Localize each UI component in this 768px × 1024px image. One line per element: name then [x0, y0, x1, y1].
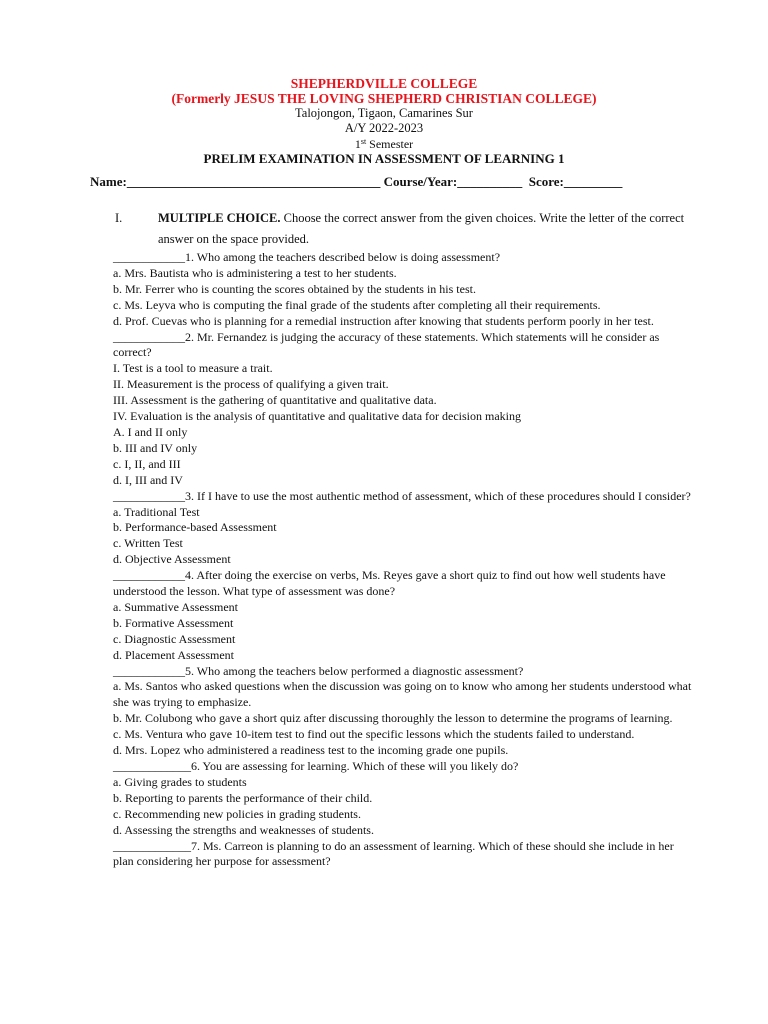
question-option: a. Mrs. Bautista who is administering a test to her students.	[113, 265, 397, 280]
question-option: a. Traditional Test	[113, 504, 200, 519]
question-2	[113, 330, 693, 489]
question-3	[113, 489, 693, 569]
question-option: b. Reporting to parents the performance of their child.	[113, 790, 373, 805]
question-option: I. Test is a tool to measure a trait.	[113, 361, 273, 376]
question-option: a. Giving grades to students	[113, 774, 247, 789]
question-option: b. III and IV only	[113, 440, 198, 455]
semester-word: Semester	[366, 137, 414, 151]
college-name: SHEPHERDVILLE COLLEGE	[290, 76, 478, 91]
college-address: Talojongon, Tigaon, Camarines Sur	[295, 106, 473, 120]
question-option: c. I, II, and III	[113, 456, 181, 471]
semester-suffix: st	[360, 137, 367, 146]
question-option: a. Summative Assessment	[113, 599, 238, 614]
question-option: c. Ms. Ventura who gave 10-item test to find out the specific lessons which the students failed to understand.	[113, 727, 635, 742]
question-stem: ____________3. If I have to use the most authentic method of assessment, which of these procedures should I consider?	[113, 488, 691, 503]
question-option: IV. Evaluation is the analysis of quantitative and qualitative data for decision making	[113, 409, 522, 424]
question-option: a. Ms. Santos who asked questions when the discussion was going on to know who among her students understood what she was trying to emphasize.	[113, 679, 692, 710]
question-option: II. Measurement is the process of qualifying a given trait.	[113, 377, 389, 392]
section-number: I.	[115, 211, 123, 225]
question-option: d. I, III and IV	[113, 472, 183, 487]
question-stem: ____________1. Who among the teachers described below is doing assessment?	[113, 250, 501, 264]
question-option: d. Objective Assessment	[113, 552, 231, 567]
question-option: c. Diagnostic Assessment	[113, 631, 236, 646]
academic-year: A/Y 2022-2023	[344, 121, 424, 135]
section-instructions: Choose the correct answer from the given choices. Write the letter of the correct answer on the space provided.	[158, 211, 685, 246]
question-option: c. Written Test	[113, 536, 183, 551]
question-stem: ____________4. After doing the exercise on verbs, Ms. Reyes gave a short quiz to find out how well students have understood the lesson. What type of assessment was done?	[113, 568, 666, 599]
question-option: III. Assessment is the gathering of quantitative and qualitative data.	[113, 393, 437, 408]
question-option: d. Mrs. Lopez who administered a readiness test to the incoming grade one pupils.	[113, 743, 509, 758]
section-instructions-block	[158, 208, 695, 250]
question-5	[113, 664, 693, 759]
former-name: (Formerly JESUS THE LOVING SHEPHERD CHRISTIAN COLLEGE)	[171, 91, 597, 106]
question-option: d. Prof. Cuevas who is planning for a remedial instruction after knowing that students perform poorly in her test.	[113, 313, 654, 328]
name-field: Name:_______________________________________	[90, 174, 381, 189]
question-stem: ____________5. Who among the teachers below performed a diagnostic assessment?	[113, 663, 524, 678]
question-option: d. Assessing the strengths and weaknesses of students.	[113, 822, 374, 837]
question-stem: _____________7. Ms. Carreon is planning to do an assessment of learning. Which of these should she include in her plan considering her purpose for assessment?	[113, 838, 674, 869]
score-field: Score:_________	[528, 174, 623, 189]
question-option: c. Ms. Leyva who is computing the final grade of the students after completing all their requirements.	[113, 297, 601, 312]
question-option: d. Placement Assessment	[113, 647, 234, 662]
question-6	[113, 759, 693, 839]
semester-number: 1	[354, 137, 361, 151]
question-stem: ____________2. Mr. Fernandez is judging the accuracy of these statements. Which statements will he consider as correct?	[113, 329, 660, 360]
question-stem: _____________6. You are assessing for learning. Which of these will you likely do?	[113, 759, 519, 773]
question-option: b. Performance-based Assessment	[113, 520, 277, 535]
section-multiple-choice	[115, 208, 695, 250]
question-option: b. Mr. Ferrer who is counting the scores obtained by the students in his test.	[113, 281, 476, 296]
question-4	[113, 568, 693, 663]
question-option: c. Recommending new policies in grading students.	[113, 806, 361, 821]
question-option: b. Formative Assessment	[113, 615, 234, 630]
question-option: b. Mr. Colubong who gave a short quiz after discussing thoroughly the lesson to determine the programs of learning.	[113, 711, 673, 726]
question-7	[113, 839, 693, 871]
section-label: MULTIPLE CHOICE.	[158, 211, 281, 225]
question-1	[113, 250, 693, 330]
exam-header	[0, 76, 768, 166]
exam-title: PRELIM EXAMINATION IN ASSESSMENT OF LEARNING 1	[203, 151, 565, 166]
course-year-field: Course/Year:__________	[383, 174, 523, 189]
semester	[0, 136, 768, 150]
student-info-row	[90, 174, 622, 190]
question-list	[113, 250, 693, 870]
question-option: A. I and II only	[113, 424, 188, 439]
